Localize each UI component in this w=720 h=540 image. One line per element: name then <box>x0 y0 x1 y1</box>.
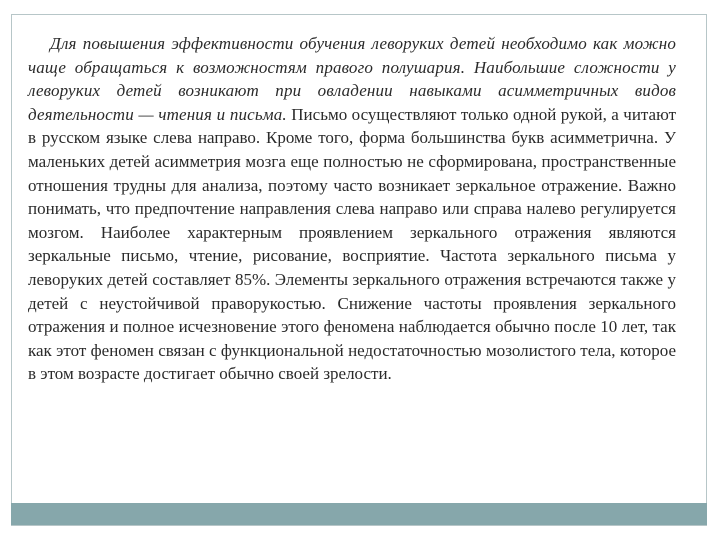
slide-body-text <box>28 32 676 386</box>
italic-intro-text: Для повышения эффективности обучения леворуких детей необходимо как можно чаще обращаться к возможностям правого полушария. Наибольшие сложности у леворуких детей возникают при овладении навыками асимметричных видов деятельности — чтения и письма. <box>28 34 676 124</box>
footer-bar <box>11 503 707 525</box>
main-body-text: Письмо осуществляют только одной рукой, а читают в русском языке слева направо. Кроме того, форма большинства букв асимметрична. У маленьких детей асимметрия мозга еще полностью не сформирована, пространственные отношения трудны для анализа, поэтому часто возникает зеркальное отражение. Важно понимать, что предпочтение направления слева направо или справа налево регулируется мозгом. Наиболее характерным проявлением зеркального отражения являются зеркальные письмо, чтение, рисование, восприятие. Частота зеркального письма у леворуких детей составляет 85%. Элементы зеркального отражения встречаются также у детей с неустойчивой праворукостью. Снижение частоты проявления зеркального отражения и полное исчезновение этого феномена наблюдается обычно после 10 лет, так как этот феномен связан с функциональной недостаточностью мозолистого тела, которое в этом возрасте достигает обычно своей зрелости. <box>28 104 677 384</box>
